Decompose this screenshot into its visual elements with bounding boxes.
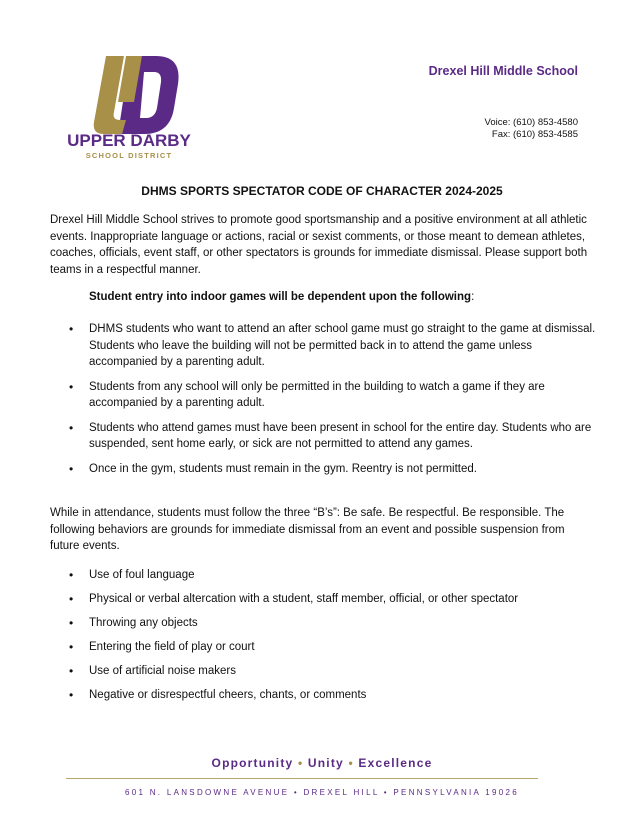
entry-heading-colon: : xyxy=(471,291,475,303)
ud-monogram-icon xyxy=(94,56,179,134)
list-item: • Throwing any objects xyxy=(50,615,598,632)
school-name: Drexel Hill Middle School xyxy=(428,64,578,78)
list-item: • Entering the field of play or court xyxy=(50,639,598,656)
logo-line2: SCHOOL DISTRICT xyxy=(85,151,173,160)
list-item: • DHMS students who want to attend an after school game must go straight to the game at dismissal. Students who leave the building will not be permitted back in to attend the game unless accompanied by a parenting adult. xyxy=(50,321,598,371)
attendance-paragraph: While in attendance, students must follow the three “B’s”: Be safe. Be respectful. Be responsible. The following behaviors are grounds for immediate dismissal from an event and possible suspension from future events. xyxy=(50,507,565,552)
footer-divider xyxy=(66,778,538,779)
list-item: • Students who attend games must have been present in school for the entire day. Students who are suspended, sent home early, or sick are not permitted to attend any games. xyxy=(50,420,598,453)
document-title: DHMS SPORTS SPECTATOR CODE OF CHARACTER 2024-2025 xyxy=(141,184,503,198)
voice-number: Voice: (610) 853-4580 xyxy=(484,117,578,128)
behaviors-list xyxy=(50,567,598,704)
motto-unity: Unity xyxy=(307,756,344,770)
motto-excellence: Excellence xyxy=(358,756,433,770)
list-item: • Once in the gym, students must remain in the gym. Reentry is not permitted. xyxy=(50,461,598,478)
list-item: • Use of artificial noise makers xyxy=(50,663,598,680)
entry-heading-text: Student entry into indoor games will be dependent upon the following xyxy=(89,291,472,303)
list-item: • Use of foul language xyxy=(50,567,598,584)
list-item: • Students from any school will only be permitted in the building to watch a game if they are accompanied by a parenting adult. xyxy=(50,379,598,412)
list-item: • Negative or disrespectful cheers, chants, or comments xyxy=(50,687,598,704)
list-item: • Physical or verbal altercation with a student, staff member, official, or other spectator xyxy=(50,591,598,608)
motto-opportunity: Opportunity xyxy=(211,756,294,770)
footer-motto xyxy=(0,756,644,770)
entry-rules-list xyxy=(50,321,598,477)
fax-number: Fax: (610) 853-4585 xyxy=(491,129,578,140)
motto-separator: • xyxy=(348,756,354,770)
intro-paragraph: Drexel Hill Middle School strives to promote good sportsmanship and a positive environment at all athletic events. Inappropriate language or actions, racial or sexist comments, or those meant to demean athletes, coaches, officials, event staff, or other spectators is grounds for immediate dismissal. Please support both teams in a respectful manner. xyxy=(50,214,588,276)
motto-separator: • xyxy=(297,756,304,770)
contact-block xyxy=(485,117,578,141)
upper-darby-logo xyxy=(64,52,194,162)
logo-line1: UPPER DARBY xyxy=(67,131,191,150)
entry-heading xyxy=(89,291,474,303)
footer-address: 601 N. LANSDOWNE AVENUE • DREXEL HILL • PENNSYLVANIA 19026 xyxy=(124,788,520,797)
